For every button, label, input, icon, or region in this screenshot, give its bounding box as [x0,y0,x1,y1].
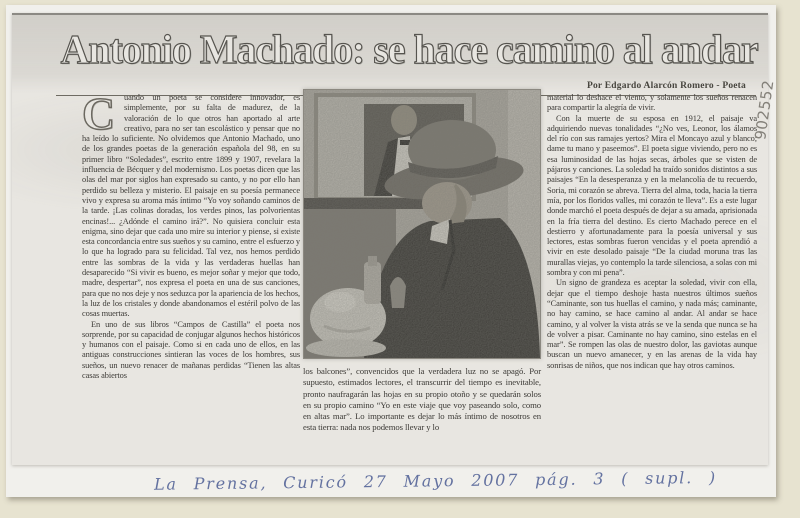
column1-paragraph-2: En uno de sus libros “Campos de Castilla” el poeta nos sorprende, por su capacidad de conjugar algunos hechos históricos y humanos con el paisaje. Como si en cada uno de ellos, en las antiguas construcciones sintieran las voces de los hombres, sus sueños, un nuevo renacer de mañanas perdidas “Tienen las altas casas abiertos [82,319,300,381]
column3-paragraph-2: Con la muerte de su esposa en 1912, el paisaje va adquiriendo nuevas tonalidades “¿No ves, Leonor, los álamos del río con sus ramajes yertos? Mira el Moncayo azul y blanco; dame tu mano y paseemos”. El poeta sigue viviendo, pero no es esa luminosidad de las hojas secas, árboles que se visten de pájaros y canciones. La soledad ha traído sonidos distintos a sus paisajes “En la desesperanza y en la melancolía de tu recuerdo, Soria, mi corazón se abreva. Tierra del alma, toda, hacia la tierra mía, por los floridos valles, mi corazón te lleva”. Es a este lugar donde marchó el poeta después de dejar a su amada, aprisionada en la fría tierra del destino. Es cierto Machado perece en el destierro y afortunadamente para la poesía universal y sus lectores, estas sombras fueron vencidas y el poeta aprendió a vivir en este desolado paisaje “De la ciudad moruna tras las murallas viejas, yo contemplo la tarde silenciosa, a solas con mi sombra y con mi pena”. [547,113,757,278]
machado-photo [303,89,541,359]
backing-sheet [6,5,776,497]
handwritten-source-note: La Prensa, Curicó 27 Mayo 2007 pág. 3 ( supl. ) [153,467,718,494]
column2-paragraph-1: los balcones”, convencidos que la verdadera luz no se apagó. Por supuesto, estimados lectores, el transcurrir del tiempo es inevitable, pronto naufragarán las hojas en su propio otoño y se quedarán solos en su propio camino “Yo en este viaje que voy paseando solo, como en altas mar”. Lo importante es dejar lo más íntimo de nosotros en esta tierra: nada nos podemos llevar y lo [303,366,541,433]
column3-paragraph-1: material lo deshace el viento, y solamente los sueños renacen para compartir la alegría de vivir. [547,93,757,113]
article-column-1 [82,88,300,381]
column1-paragraph-1: uando un poeta se considere innovador, es simplemente, por su falta de madurez, de la valoración de lo que otros han aportado al arte creativo, para no ser tan escolástico y pensar que no ha leído lo suficiente. No olvidemos que Antonio Machado, uno de los grandes poetas de la generación española del 98, en su primer libro “Soledades”, escrito entre 1899 y 1907, revelara la influencia de Bécquer y del modernismo. Los poetas dicen que las olas del mar por siglos han expresado su canto, y no por ello han perdido su belleza y misterio. El paisaje en su poesía permanece vivo y expresa su aroma más íntimo “Yo voy soñando caminos de la tarde. ¡Las colinas doradas, los verdes pinos, las polvorientas encinas!... ¿Adónde el camino irá?”. No quisiera concluir esta enigma, sino dejar que cada uno mire su interior y piense, si existe esta concordancia entre sus sueños y su camino, entre el esfuerzo y lo que ha logrado para su felicidad. Tal vez, nos hemos perdido entre las sombras de la vida y las verdaderas huellas han desaparecido “Si vivir es bueno, es mejor soñar y mejor que todo, madre, despertar”, nos expresa el poeta en una de sus canciones, para que no nos deje y nos seduzca por la apariencia de los hechos, la luz de los cristales y donde abandonamos el estéril polvo de las cosas muertas. [82,93,300,319]
handwritten-catalog-number: 902552 [751,78,778,141]
machado-photo-illustration [304,90,540,358]
article-byline: Por Edgardo Alarcón Romero - Poeta [586,81,746,91]
drop-cap: C [82,88,116,139]
article-column-2 [303,89,541,434]
newspaper-clipping [12,13,768,465]
article-headline: Antonio Machado: se hace camino al andar [60,26,758,72]
article-column-3 [547,93,757,371]
column3-paragraph-3: Un signo de grandeza es aceptar la soledad, vivir con ella, dejar que el tiempo deshoje hasta nuestros últimos sueños “Caminante, son tus huellas el camino, y nada más; caminante, no hay camino, se hace camino al andar. Al andar se hace camino, y al volver la vista atrás se ve la senda que nunca se ha de volver a pisar. Caminante no hay camino, sino estelas en el mar”. Se rompen las olas de nuestro dolor, las gaviotas aunque buscan un nuevo amanecer, y en las arenas de la vida hay sonrisas de niños, que nos indican que hay otros caminos. [547,278,757,370]
